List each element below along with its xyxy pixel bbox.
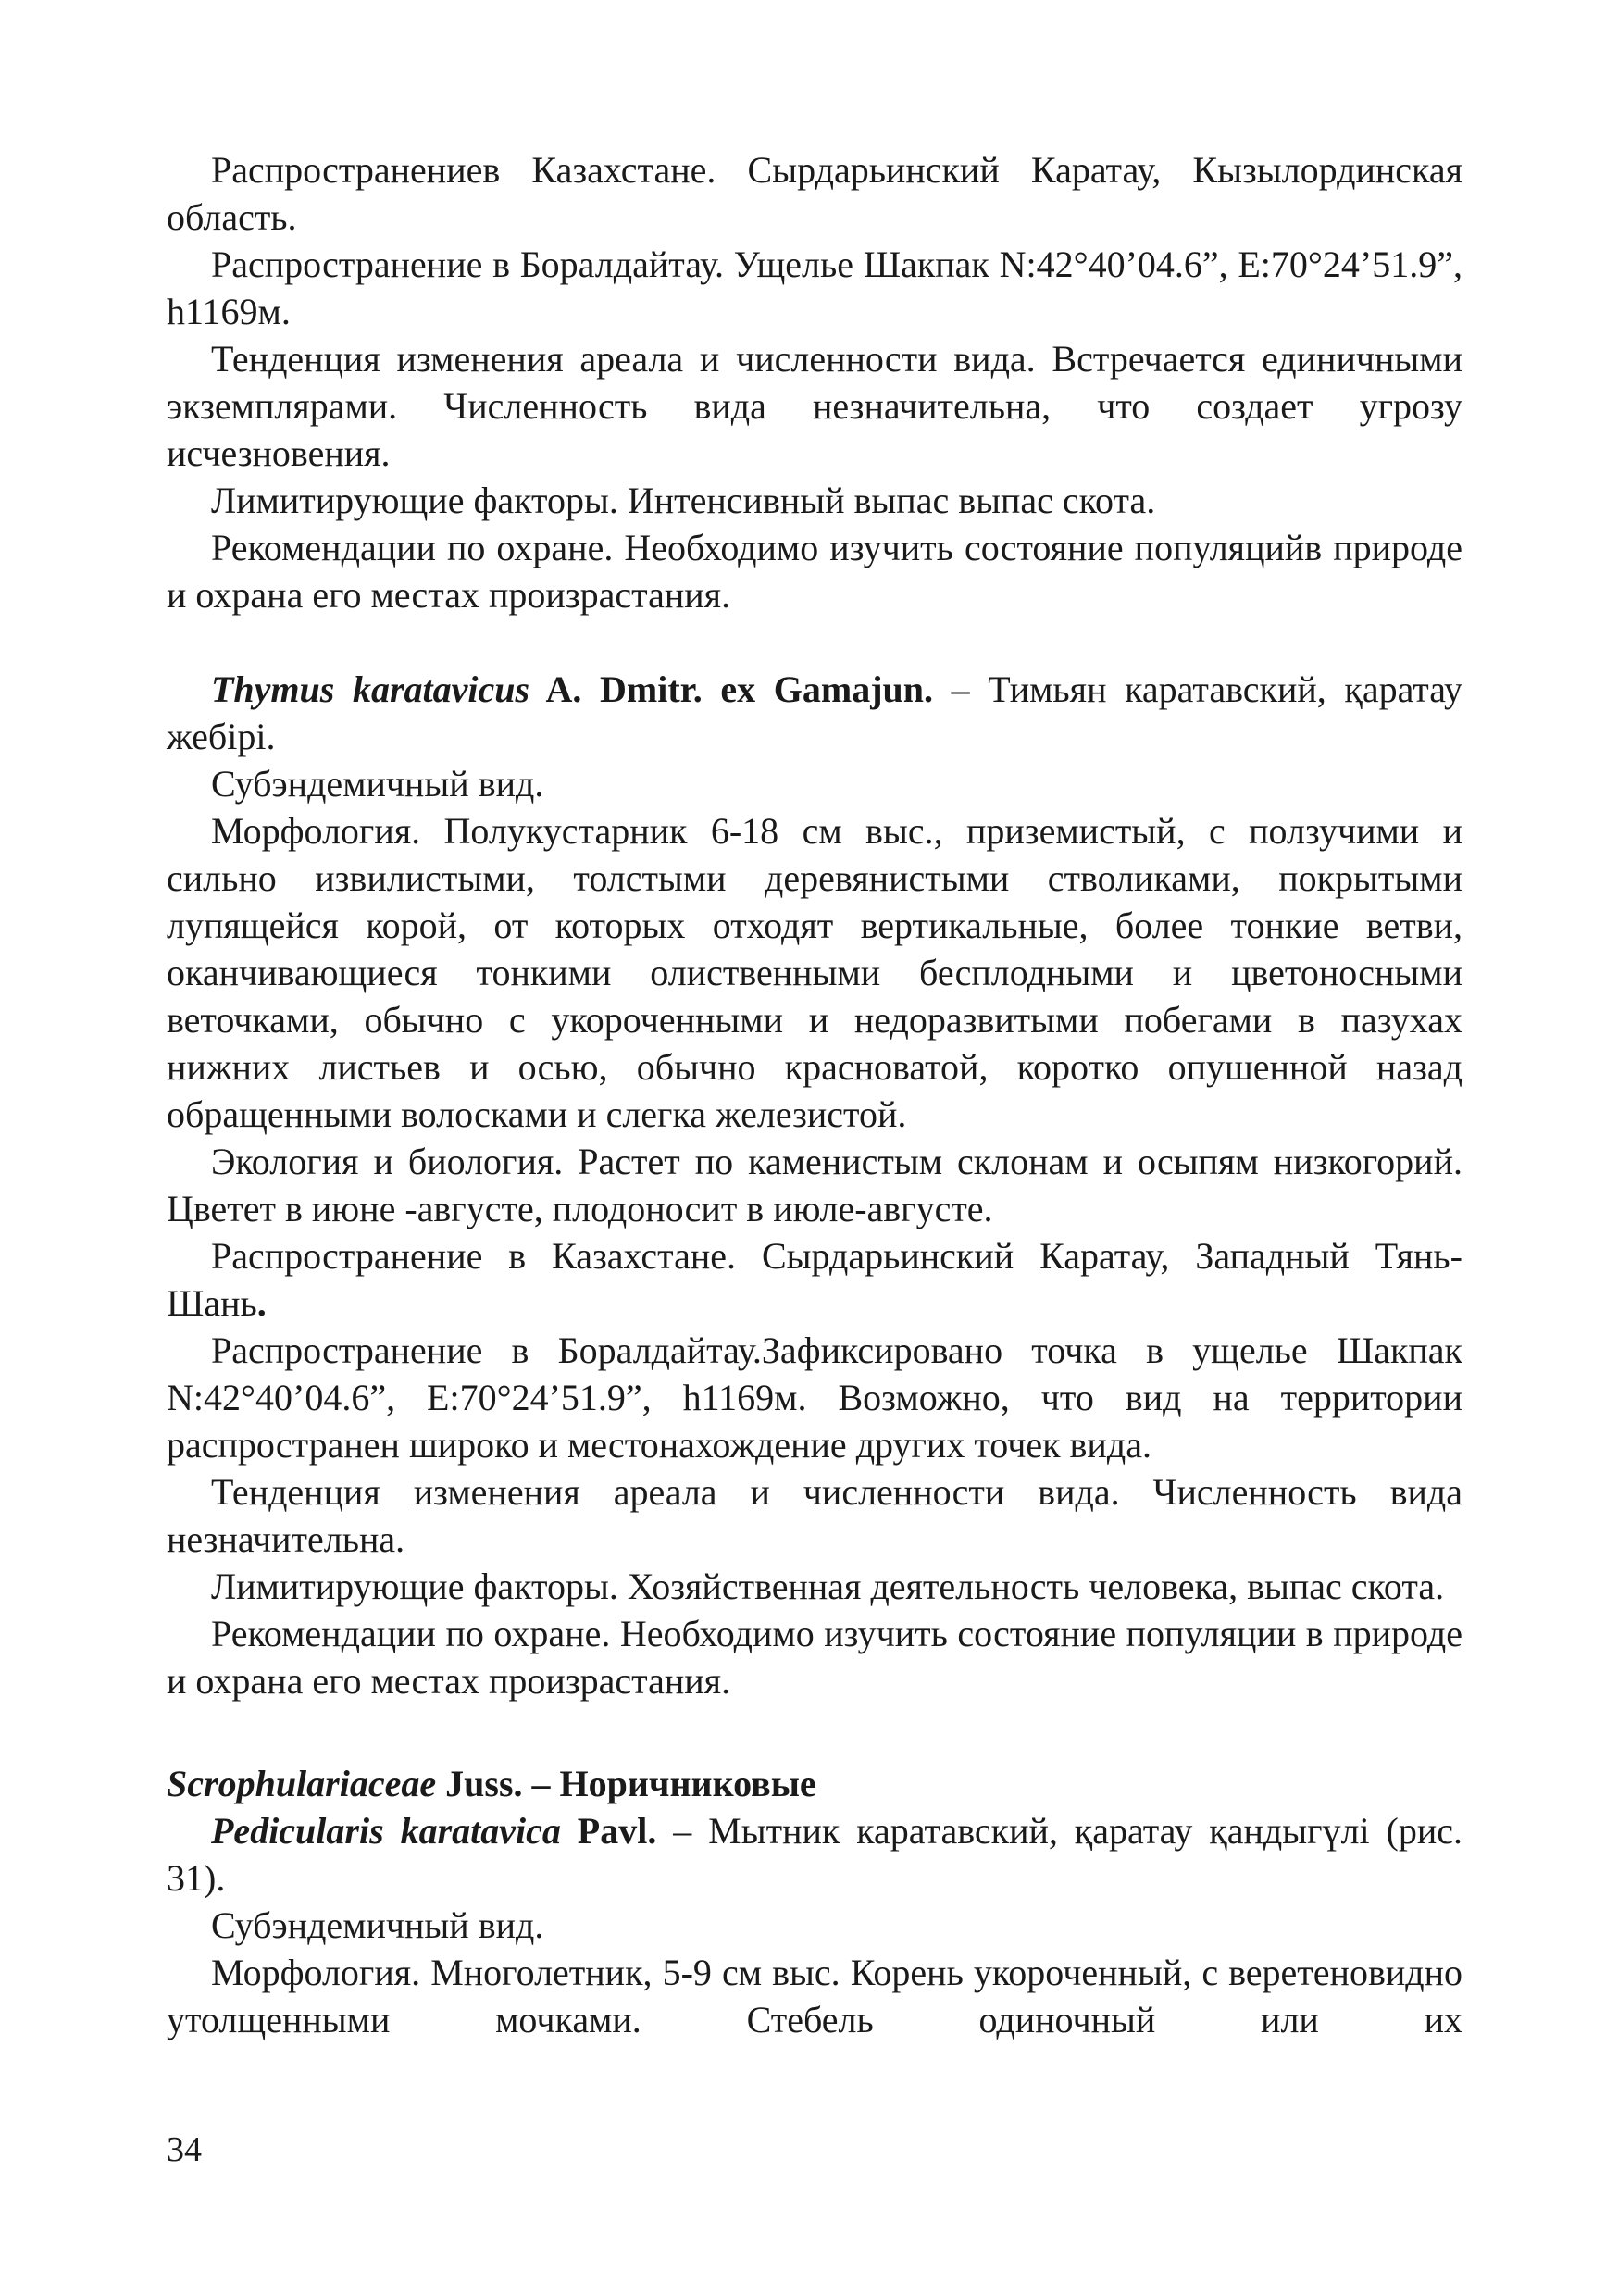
paragraph-end: . bbox=[256, 1282, 267, 1324]
paragraph: Субэндемичный вид. bbox=[211, 1904, 544, 1946]
paragraph: Тенденция изменения ареала и численности вида. Численность вида незначительна. bbox=[167, 1471, 1462, 1560]
paragraph: Распространениев Казахстане. Сырдарьинский Каратау, Кызылординская область. bbox=[167, 149, 1462, 238]
page-body bbox=[167, 146, 1462, 2043]
family-heading bbox=[167, 1760, 1462, 1807]
paragraph: Распространение в Боралдайтау. Ущелье Шакпак N:42°40’04.6”, E:70°24’51.9”, h1169м. bbox=[167, 243, 1462, 332]
paragraph: Морфология. Многолетник, 5-9 см выс. Корень укороченный, с веретеновидно утолщенными мочками. Стебель одиночный или их bbox=[167, 1952, 1462, 2040]
paragraph: Лимитирующие факторы. Интенсивный выпас выпас скота. bbox=[211, 480, 1156, 521]
paragraph: Субэндемичный вид. bbox=[211, 763, 544, 805]
species-name: Pedicularis karatavica bbox=[211, 1810, 561, 1852]
paragraph: Распространение в Боралдайтау.Зафиксировано точка в ущелье Шакпак N:42°40’04.6”, E:70°24’51.9”, h1169м. Возможно, что вид на территории распространен широко и местонахождение других точек вида. bbox=[167, 1329, 1462, 1466]
species-author: A. Dmitr. ex Gamajun. bbox=[529, 668, 934, 710]
species-heading-thymus bbox=[167, 666, 1462, 760]
family-rest: Juss. – Норичниковые bbox=[436, 1763, 816, 1804]
paragraph bbox=[167, 1232, 1462, 1327]
species-author: Pavl. bbox=[560, 1810, 657, 1852]
paragraph: Экология и биология. Растет по каменистым склонам и осыпям низкогорий. Цветет в июне -августе, плодоносит в июле-августе. bbox=[167, 1141, 1462, 1229]
family-name: Scrophulariaceae bbox=[167, 1763, 437, 1804]
species-heading-pedicularis bbox=[167, 1807, 1462, 1902]
species-common-names: – Тимьян каратавский, қаратау жебірі. bbox=[167, 668, 1462, 757]
paragraph: Тенденция изменения ареала и численности вида. Встречается единичными экземплярами. Численность вида незначительна, что создает угрозу исчезновения. bbox=[167, 338, 1462, 474]
paragraph: Рекомендации по охране. Необходимо изучить состояние популяции в природе и охрана его местах произрастания. bbox=[167, 1613, 1462, 1702]
species-common-names: – Мытник каратавский, қаратау қандыгүлі (рис. 31). bbox=[167, 1810, 1462, 1899]
species-name: Thymus karatavicus bbox=[211, 668, 530, 710]
paragraph: Рекомендации по охране. Необходимо изучить состояние популяцийв природе и охрана его местах произрастания. bbox=[167, 527, 1462, 616]
paragraph: Морфология. Полукустарник 6-18 см выс., приземистый, с ползучими и сильно извилистыми, толстыми деревянистыми стволиками, покрытыми лупящейся корой, от которых отходят вертикальные, более тонкие ветви, оканчивающиеся тонкими олиственными бесплодными и цветоносными веточками, обычно с укороченными и недоразвитыми побегами в пазухах нижних листьев и осью, обычно красноватой, коротко опушенной назад обращенными волосками и слегка железистой. bbox=[167, 810, 1462, 1135]
paragraph: Лимитирующие факторы. Хозяйственная деятельность человека, выпас скота. bbox=[211, 1566, 1445, 1607]
page-number: 34 bbox=[167, 2130, 202, 2169]
paragraph-text: Распространение в Казахстане. Сырдарьинский Каратау, Западный Тянь-Шань bbox=[167, 1235, 1462, 1324]
